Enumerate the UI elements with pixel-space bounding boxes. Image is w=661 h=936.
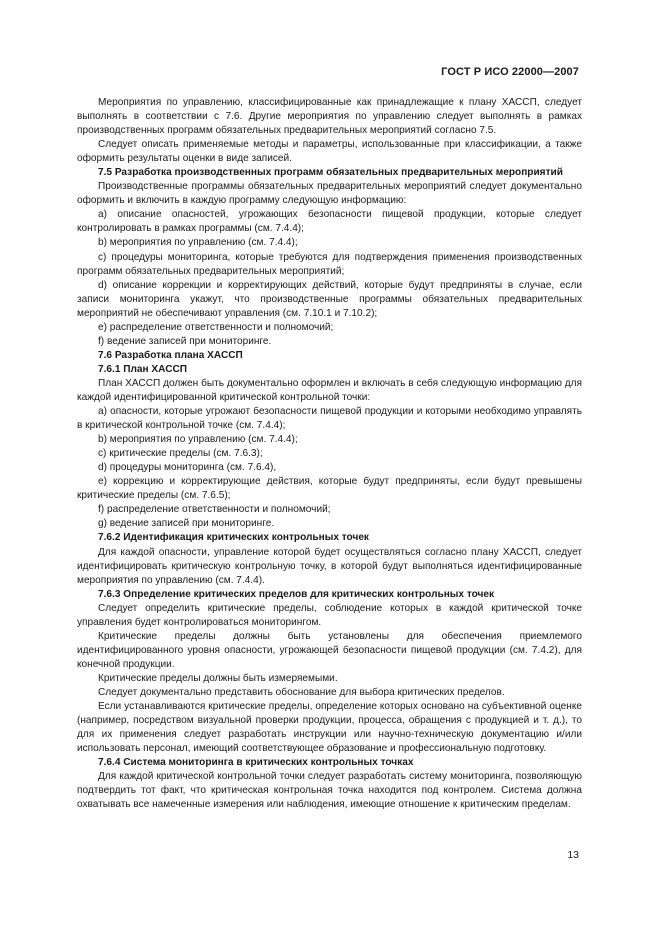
section-heading: 7.6.2 Идентификация критических контрольных точек [98, 532, 369, 544]
section-heading: 7.6.3 Определение критических пределов для критических контрольных точек [98, 588, 495, 600]
paragraph: g) ведение записей при мониторинге. [98, 518, 275, 530]
paragraph: d) процедуры мониторинга (см. 7.6.4), [98, 462, 277, 474]
paragraph: f) ведение записей при мониторинге. [98, 335, 272, 347]
paragraph: Критические пределы должны быть установлены для обеспечения приемлемого идентифицированного уровня опасности, угрожающей безопасности пищевой продукции (см. 7.4.2), для конечной продукции. [77, 630, 582, 670]
paragraph: e) распределение ответственности и полномочий; [98, 321, 334, 333]
paragraph: c) критические пределы (см. 7.6.3); [98, 448, 263, 460]
paragraph: Производственные программы обязательных предварительных мероприятий следует документально оформить и включить в каждую программу следующую информацию: [77, 181, 582, 207]
section-heading: 7.6.4 Система мониторинга в критических контрольных точках [98, 757, 414, 769]
paragraph: a) опасности, которые угрожают безопасности пищевой продукции и которыми необходимо управлять в критической контрольной точке (см. 7.4.4); [77, 406, 582, 432]
section-heading: 7.6 Разработка плана ХАССП [98, 349, 243, 361]
paragraph: План ХАССП должен быть документально оформлен и включать в себя следующую информацию для каждой идентифицированной критической контрольной точки: [77, 377, 582, 403]
section-heading: 7.6.1 План ХАССП [98, 363, 188, 375]
paragraph: c) процедуры мониторинга, которые требуются для подтверждения применения производственных программ обязательных предварительных мероприятий; [77, 251, 582, 277]
document-body [77, 96, 582, 812]
paragraph: Следует определить критические пределы, соблюдение которых в каждой критической точке управления будет контролироваться мониторингом. [77, 602, 582, 628]
paragraph: b) мероприятия по управлению (см. 7.4.4); [98, 434, 298, 446]
paragraph: Критические пределы должны быть измеряемыми. [98, 672, 338, 684]
paragraph: Следует описать применяемые методы и параметры, использованные при классификации, а также оформить результаты оценки в виде записей. [77, 139, 582, 165]
paragraph: a) описание опасностей, угрожающих безопасности пищевой продукции, которые следует контролировать в рамках программы (см. 7.4.4); [77, 209, 582, 235]
paragraph: Для каждой опасности, управление которой будет осуществляться согласно плану ХАССП, следует идентифицировать критическую контрольную точку, в которой будут выполняться идентифицированные мероприятия по управлению (см. 7.4.4). [77, 546, 582, 586]
document-header: ГОСТ Р ИСО 22000—2007 [441, 66, 579, 78]
paragraph: Мероприятия по управлению, классифицированные как принадлежащие к плану ХАССП, следует выполнять в соответствии с 7.6. Другие мероприятия по управлению следует выполнять в рамках производственных программ обязательных предварительных мероприятий согласно 7.5. [77, 97, 582, 137]
paragraph: Если устанавливаются критические пределы, определение которых основано на субъективной оценке (например, посредством визуальной проверки продукции, процесса, обращения с продукцией и т. д.), то для их применения следует разработать инструкции или научно-техническую документацию и/или использовать персонал, имеющий соответствующее образование и профессиональную подготовку. [77, 701, 582, 755]
paragraph: e) коррекцию и корректирующие действия, которые будут предприняты, если будут превышены критические пределы (см. 7.6.5); [77, 476, 582, 502]
paragraph: Следует документально представить обоснование для выбора критических пределов. [98, 686, 505, 698]
paragraph: b) мероприятия по управлению (см. 7.4.4); [98, 237, 298, 249]
section-heading: 7.5 Разработка производственных программ обязательных предварительных мероприятий [98, 167, 563, 179]
paragraph: Для каждой критической контрольной точки следует разработать систему мониторинга, позволяющую подтвердить тот факт, что критическая контрольная точка находится под контролем. Система должна охватывать все намеченные измерения или наблюдения, имеющие отношение к критическим пределам. [77, 771, 582, 811]
paragraph: d) описание коррекции и корректирующих действий, которые будут предприняты в случае, если записи мониторинга укажут, что производственные программы обязательных предварительных мероприятий не обеспечивают управления (см. 7.10.1 и 7.10.2); [77, 279, 582, 319]
paragraph: f) распределение ответственности и полномочий; [98, 504, 331, 516]
page-number: 13 [567, 849, 579, 861]
